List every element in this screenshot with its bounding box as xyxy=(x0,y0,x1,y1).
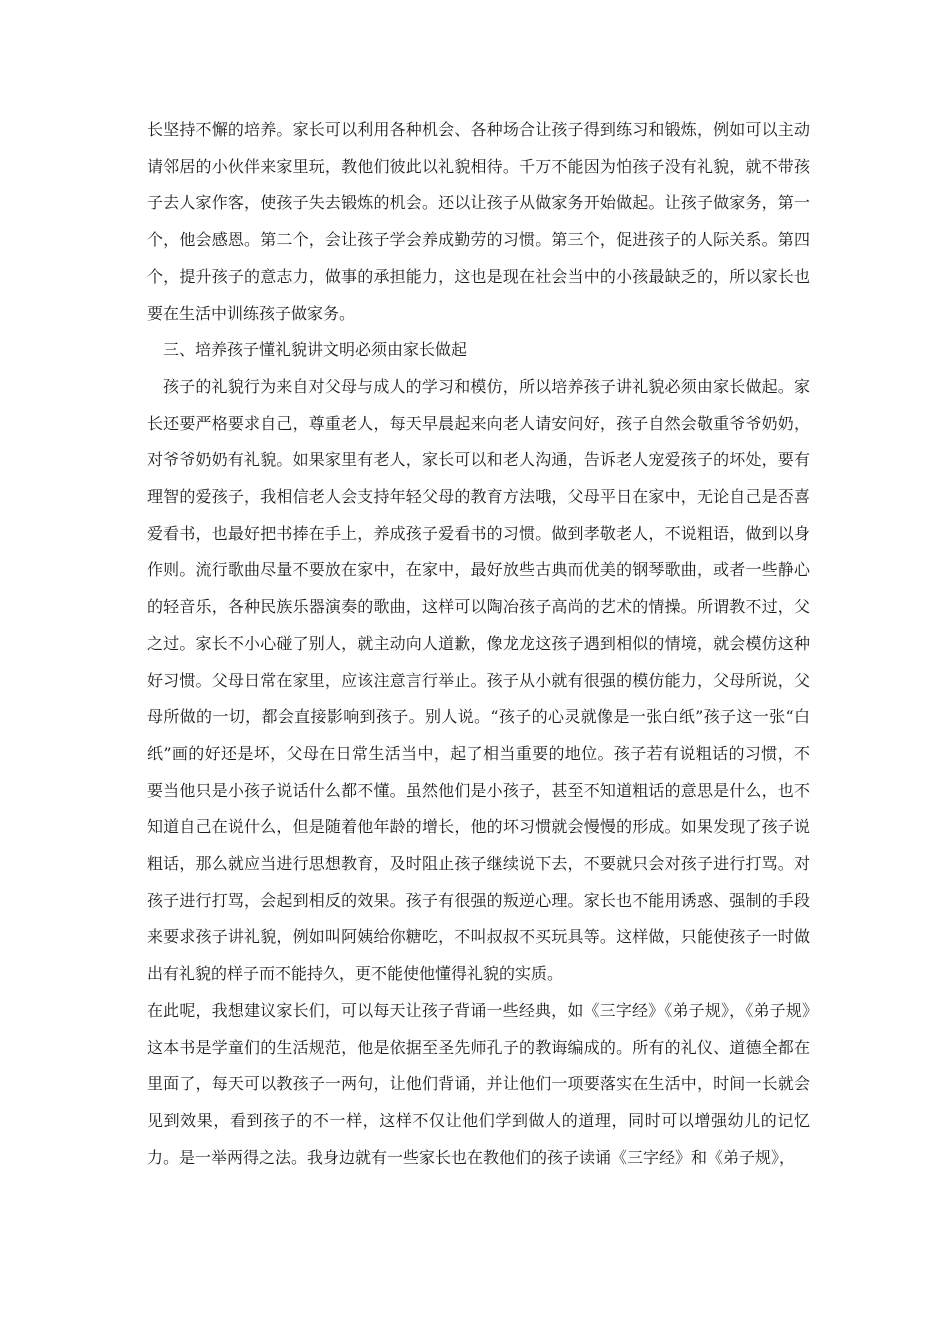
document-body xyxy=(147,112,810,1176)
paragraph-parents-example: 孩子的礼貌行为来自对父母与成人的学习和模仿，所以培养孩子讲礼貌必须由家长做起。家长还要严格要求自己，尊重老人，每天早晨起来向老人请安问好，孩子自然会敬重爷爷奶奶，对爷爷奶奶有礼貌。如果家里有老人，家长可以和老人沟通，告诉老人宠爱孩子的坏处，要有理智的爱孩子，我相信老人会支持年轻父母的教育方法哦，父母平日在家中，无论自己是否喜爱看书，也最好把书捧在手上，养成孩子爱看书的习惯。做到孝敬老人，不说粗语，做到以身作则。流行歌曲尽量不要放在家中，在家中，最好放些古典而优美的钢琴歌曲，或者一些静心的轻音乐，各种民族乐器演奏的歌曲，这样可以陶冶孩子高尚的艺术的情操。所谓教不过，父之过。家长不小心碰了别人，就主动向人道歉，像龙龙这孩子遇到相似的情境，就会模仿这种好习惯。父母日常在家里，应该注意言行举止。孩子从小就有很强的模仿能力，父母所说，父母所做的一切，都会直接影响到孩子。别人说。“孩子的心灵就像是一张白纸”孩子这一张“白纸”画的好还是坏，父母在日常生活当中，起了相当重要的地位。孩子若有说粗话的习惯，不要当他只是小孩子说话什么都不懂。虽然他们是小孩子，甚至不知道粗话的意思是什么，也不知道自己在说什么，但是随着他年龄的增长，他的坏习惯就会慢慢的形成。如果发现了孩子说粗话，那么就应当进行思想教育，及时阻止孩子继续说下去，不要就只会对孩子进行打骂。对孩子进行打骂，会起到相反的效果。孩子有很强的叛逆心理。家长也不能用诱惑、强制的手段来要求孩子讲礼貌，例如叫阿姨给你糖吃，不叫叔叔不买玩具等。这样做，只能使孩子一时做出有礼貌的样子而不能持久，更不能使他懂得礼貌的实质。 xyxy=(147,376,810,984)
section-heading: 三、培养孩子懂礼貌讲文明必须由家长做起 xyxy=(163,340,468,360)
paragraph-continued: 长坚持不懈的培养。家长可以利用各种机会、各种场合让孩子得到练习和锻炼，例如可以主动请邻居的小伙伴来家里玩，教他们彼此以礼貌相待。千万不能因为怕孩子没有礼貌，就不带孩子去人家作客，使孩子失去锻炼的机会。还以让孩子从做家务开始做起。让孩子做家务，第一个，他会感恩。第二个，会让孩子学会养成勤劳的习惯。第三个，促进孩子的人际关系。第四个，提升孩子的意志力，做事的承担能力，这也是现在社会当中的小孩最缺乏的，所以家长也要在生活中训练孩子做家务。 xyxy=(147,120,810,323)
paragraph-classics-suggestion: 在此呢，我想建议家长们，可以每天让孩子背诵一些经典，如《三字经》《弟子规》，《弟子规》这本书是学童们的生活规范，他是依据至圣先师孔子的教诲编成的。所有的礼仪、道德全都在里面了，每天可以教孩子一两句，让他们背诵，并让他们一项要落实在生活中，时间一长就会见到效果，看到孩子的不一样，这样不仅让他们学到做人的道理，同时可以增强幼儿的记忆力。是一举两得之法。我身边就有一些家长也在教他们的孩子读诵《三字经》和《弟子规》， xyxy=(147,1000,810,1167)
